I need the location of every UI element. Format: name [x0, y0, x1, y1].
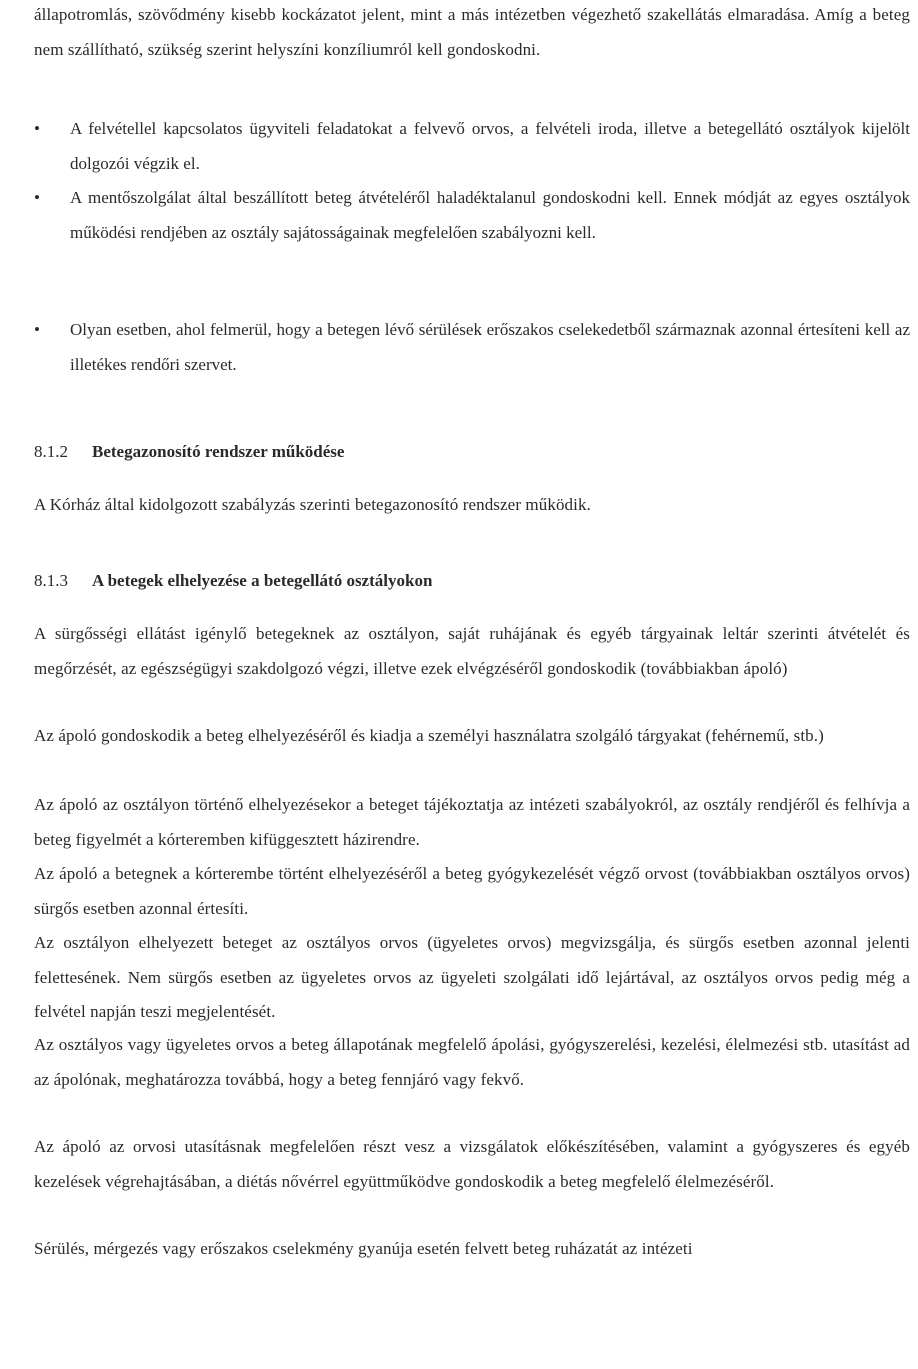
- paragraph: Az ápoló a betegnek a kórterembe történt elhelyezéséről a beteg gyógykezelését végző orvost (továbbiakban osztályos orvos) sürgős esetben azonnal értesíti.: [34, 864, 910, 918]
- paragraph: Az ápoló az orvosi utasításnak megfelelően részt vesz a vizsgálatok előkészítésében, valamint a gyógyszeres és egyéb kezelések végrehajtásában, a diétás nővérrel együttműködve gondoskodik a beteg megfelelő élelmezéséről.: [34, 1137, 910, 1191]
- paragraph: Az osztályon elhelyezett beteget az osztályos orvos (ügyeletes orvos) megvizsgálja, és sürgős esetben azonnal jelenti felettesének. Nem sürgős esetben az ügyeletes orvos az ügyeleti szolgálati idő lejártával, az osztályos orvos pedig még a felvétel napján teszi megjelentését.: [34, 933, 910, 1021]
- section-body: A Kórház által kidolgozott szabályzás szerinti betegazonosító rendszer működik.: [34, 495, 591, 514]
- bullet-text: A mentőszolgálat által beszállított beteg átvételéről haladéktalanul gondoskodni kell. Ennek módját az egyes osztályok működési rendjében az osztály sajátosságainak megfelelően szabályozni kell.: [70, 188, 910, 242]
- bullet-symbol: •: [34, 119, 40, 138]
- section-number: 8.1.2: [34, 442, 68, 461]
- paragraph: Az ápoló gondoskodik a beteg elhelyezéséről és kiadja a személyi használatra szolgáló tárgyakat (fehérnemű, stb.): [34, 726, 824, 745]
- paragraph: Sérülés, mérgezés vagy erőszakos cselekmény gyanúja esetén felvett beteg ruházatát az intézeti: [34, 1239, 693, 1258]
- section-title: A betegek elhelyezése a betegellátó osztályokon: [92, 571, 433, 590]
- paragraph: Az ápoló az osztályon történő elhelyezésekor a beteget tájékoztatja az intézeti szabályokról, az osztály rendjéről és felhívja a beteg figyelmét a kórteremben kifüggesztett házirendre.: [34, 795, 910, 849]
- paragraph: A sürgősségi ellátást igénylő betegeknek az osztályon, saját ruhájának és egyéb tárgyainak leltár szerinti átvételét és megőrzését, az egészségügyi szakdolgozó végzi, illetve ezek elvégzéséről gondoskodik (továbbiakban ápoló): [34, 624, 910, 678]
- bullet-symbol: •: [34, 320, 40, 339]
- bullet-text: A felvétellel kapcsolatos ügyviteli feladatokat a felvevő orvos, a felvételi iroda, illetve a betegellátó osztályok kijelölt dolgozói végzik el.: [70, 119, 910, 173]
- section-title: Betegazonosító rendszer működése: [92, 442, 345, 461]
- paragraph: Az osztályos vagy ügyeletes orvos a beteg állapotának megfelelő ápolási, gyógyszerelési, kezelési, élelmezési stb. utasítást ad az ápolónak, meghatározza továbbá, hogy a beteg fennjáró vagy fekvő.: [34, 1035, 910, 1089]
- intro-paragraph: állapotromlás, szövődmény kisebb kockázatot jelent, mint a más intézetben végezhető szakellátás elmaradása. Amíg a beteg nem szállítható, szükség szerint helyszíni konzíliumról kell gondoskodni.: [34, 5, 910, 59]
- bullet-text: Olyan esetben, ahol felmerül, hogy a betegen lévő sérülések erőszakos cselekedetből származnak azonnal értesíteni kell az illetékes rendőri szervet.: [70, 320, 910, 374]
- bullet-symbol: •: [34, 188, 40, 207]
- section-number: 8.1.3: [34, 571, 68, 590]
